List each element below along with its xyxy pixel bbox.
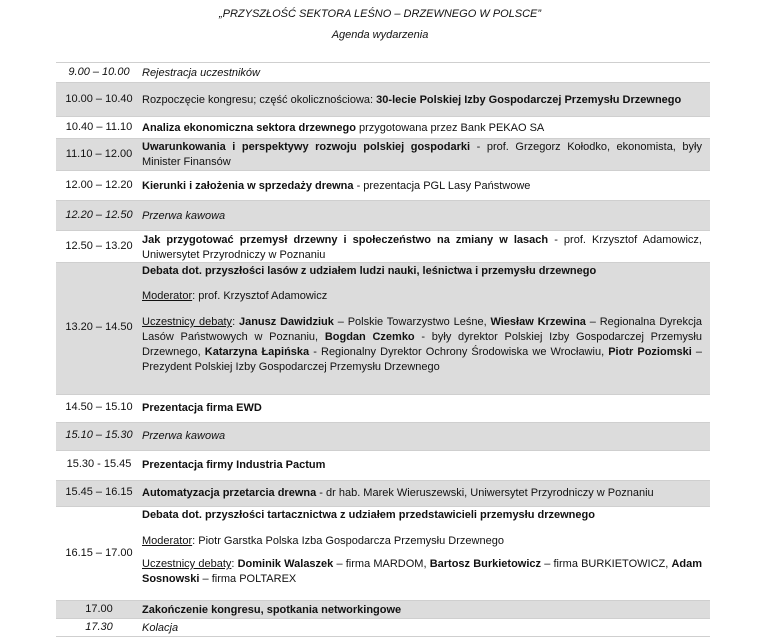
row-description: Rozpoczęcie kongresu; część okolicznościowa: 30-lecie Polskiej Izby Gospodarczej Przemysłu Drzewnego (142, 94, 682, 106)
row-description: Debata dot. przyszłości tartacznictwa z udziałem przedstawicieli przemysłu drzewnego Moderator: Piotr Garstka Polska Izba Gospodarcza Przemysłu Drzewnego Uczestnicy debaty: Dominik Walaszek – firma MARDOM, Bartosz Burkietowicz – firma BURKIETOWICZ, Adam Sosnowski – firma POLTAREX (142, 509, 703, 585)
agenda-row (56, 200, 710, 231)
row-description: Zakończenie kongresu, spotkania networkingowe (142, 604, 402, 616)
row-description: Rejestracja uczestników (142, 67, 260, 79)
row-description: Przerwa kawowa (142, 210, 226, 222)
agenda-row (56, 480, 710, 507)
row-time: 16.15 – 17.00 (65, 547, 133, 559)
row-time: 17.00 (85, 603, 113, 615)
row-time: 15.10 – 15.30 (65, 429, 133, 441)
table-bottom-border (56, 636, 710, 637)
row-description: Uwarunkowania i perspektywy rozwoju polskiej gospodarki - prof. Grzegorz Kołodko, ekonomista, były Minister Finansów (142, 141, 702, 168)
agenda-row (56, 600, 710, 619)
agenda-row (56, 450, 710, 481)
row-time: 13.20 – 14.50 (65, 321, 133, 333)
row-time: 10.40 – 11.10 (65, 121, 133, 133)
row-time: 15.30 - 15.45 (66, 458, 132, 470)
agenda-row (56, 116, 710, 139)
row-description: Prezentacja firma EWD (142, 402, 262, 414)
agenda-row (56, 82, 710, 117)
row-time: 12.00 – 12.20 (65, 179, 133, 191)
row-description: Jak przygotować przemysł drzewny i społeczeństwo na zmiany w lasach - prof. Krzysztof Adamowicz, Uniwersytet Przyrodniczy w Poznaniu (142, 234, 702, 261)
agenda-row (56, 62, 710, 83)
agenda-row (56, 230, 710, 263)
agenda-title: „PRZYSZŁOŚĆ SEKTORA LEŚNO – DRZEWNEGO W POLSCE” (218, 8, 542, 20)
agenda-row (56, 138, 710, 171)
row-time: 15.45 – 16.15 (65, 486, 133, 498)
row-time: 10.00 – 10.40 (65, 93, 133, 105)
row-time: 12.20 – 12.50 (65, 209, 133, 221)
agenda-row (56, 422, 710, 451)
row-time: 9.00 – 10.00 (68, 66, 130, 78)
row-description: Prezentacja firmy Industria Pactum (142, 459, 326, 471)
row-time: 12.50 – 13.20 (65, 240, 133, 252)
row-time: 17.30 (85, 621, 113, 633)
agenda-row (56, 262, 710, 395)
row-description: Analiza ekonomiczna sektora drzewnego przygotowana przez Bank PEKAO SA (142, 122, 545, 134)
agenda-row (56, 618, 710, 637)
row-description: Debata dot. przyszłości lasów z udziałem ludzi nauki, leśnictwa i przemysłu drzewnego Moderator: prof. Krzysztof Adamowicz Uczestnicy debaty: Janusz Dawidziuk – Polskie Towarzystwo Leśne, Wiesław Krzewina – Regionalna Dyrekcja Lasów Państwowych w Poznaniu, Bogdan Czemko - były dyrektor Polskiej Izby Gospodarczej Przemysłu Drzewnego, Katarzyna Łapińska - Regionalny Dyrektor Ochrony Środowiska we Wrocławiu, Piotr Poziomski – Prezydent Polskiej Izby Gospodarczej Przemysłu Drzewnego (142, 265, 703, 373)
row-description: Kierunki i założenia w sprzedaży drewna - prezentacja PGL Lasy Państwowe (142, 180, 531, 192)
agenda-row (56, 170, 710, 201)
debate-title: Debata dot. przyszłości lasów z udziałem ludzi nauki, leśnictwa i przemysłu drzewnego (142, 265, 597, 277)
agenda-row (56, 506, 710, 601)
row-time: 14.50 – 15.10 (65, 401, 133, 413)
agenda-row (56, 394, 710, 423)
agenda-subtitle: Agenda wydarzenia (331, 29, 429, 41)
row-time: 11.10 – 12.00 (65, 148, 133, 160)
row-description: Przerwa kawowa (142, 430, 226, 442)
debate-title: Debata dot. przyszłości tartacznictwa z udziałem przedstawicieli przemysłu drzewnego (142, 509, 595, 521)
row-description: Kolacja (142, 622, 179, 634)
row-description: Automatyzacja przetarcia drewna - dr hab. Marek Wieruszewski, Uniwersytet Przyrodniczy w Poznaniu (142, 487, 654, 499)
